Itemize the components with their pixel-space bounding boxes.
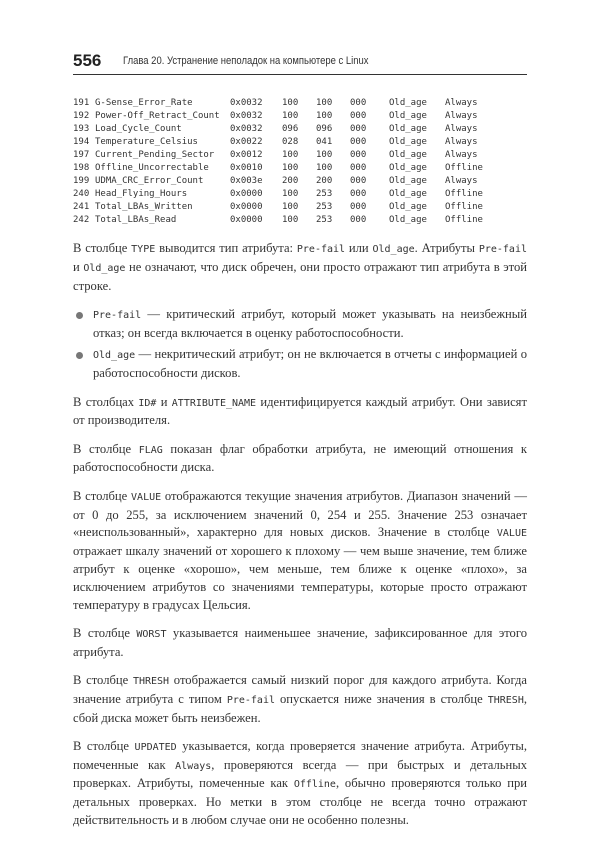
cell-value: 096 (282, 124, 299, 134)
cell-attr-name: Total_LBAs_Read (95, 215, 177, 225)
body-text (73, 240, 527, 840)
inline-code: Old_age (93, 350, 136, 362)
text-run: . Атрибуты (414, 241, 479, 255)
cell-worst: 200 (316, 176, 333, 186)
cell-attr-id: 199 (73, 176, 90, 186)
cell-attr-id: 191 (73, 98, 90, 108)
text-run: — некритический атрибут; он не включается в отчеты с информацией о работоспособности дисков. (93, 347, 527, 381)
text-run: В столбце (73, 625, 137, 640)
inline-code: Old_age (83, 262, 126, 274)
cell-attr-id: 242 (73, 215, 90, 225)
paragraph (73, 625, 527, 662)
cell-worst: 100 (316, 163, 333, 173)
cell-flag: 0x003e (230, 176, 263, 186)
inline-code: VALUE (131, 491, 162, 503)
text-run: указывается, когда проверяется значение атрибута. Атрибуты, помеченные как (73, 738, 527, 772)
cell-thresh: 000 (350, 150, 367, 160)
inline-code: THRESH (487, 694, 524, 706)
cell-type: Old_age (389, 124, 427, 134)
cell-thresh: 000 (350, 163, 367, 173)
cell-flag: 0x0032 (230, 124, 263, 134)
cell-attr-name: G-Sense_Error_Rate (95, 98, 193, 108)
cell-attr-id: 192 (73, 111, 90, 121)
cell-thresh: 000 (350, 98, 367, 108)
text-run: показан флаг обработки атрибута, не имеющий отношения к работоспособности диска. (73, 441, 528, 475)
inline-code: Always (175, 760, 212, 772)
cell-attr-id: 193 (73, 124, 90, 134)
text-run: не означают, что диск обречен, они просто отражают тип атрибута в этой строке. (73, 259, 527, 293)
cell-type: Old_age (389, 202, 427, 212)
cell-value: 100 (282, 150, 299, 160)
text-run: В столбце (73, 738, 135, 753)
cell-thresh: 000 (350, 202, 367, 212)
bullet-list (73, 306, 527, 383)
text-run: и (156, 394, 172, 409)
cell-value: 028 (282, 137, 299, 147)
cell-worst: 253 (316, 202, 333, 212)
cell-value: 100 (282, 189, 299, 199)
cell-type: Old_age (389, 176, 427, 186)
cell-flag: 0x0012 (230, 150, 263, 160)
cell-flag: 0x0010 (230, 163, 263, 173)
cell-type: Old_age (389, 111, 427, 121)
cell-worst: 100 (316, 98, 333, 108)
cell-worst: 100 (316, 150, 333, 160)
cell-attr-id: 240 (73, 189, 90, 199)
inline-code: ATTRIBUTE_NAME (171, 397, 257, 409)
paragraph (73, 240, 527, 295)
cell-type: Old_age (389, 215, 427, 225)
cell-thresh: 000 (350, 215, 367, 225)
paragraph (73, 738, 527, 830)
cell-thresh: 000 (350, 189, 367, 199)
cell-value: 100 (282, 215, 299, 225)
cell-value: 200 (282, 176, 299, 186)
running-header (73, 50, 527, 75)
text-run: указывается наименьшее значение, зафиксированное для этого атрибута. (73, 625, 528, 659)
cell-thresh: 000 (350, 111, 367, 121)
cell-attr-name: Total_LBAs_Written (95, 202, 193, 212)
cell-type: Old_age (389, 137, 427, 147)
text-run: отображается самый низкий порог для каждого атрибута. Когда значение атрибута с типом (73, 672, 527, 706)
cell-value: 100 (282, 98, 299, 108)
cell-attr-id: 241 (73, 202, 90, 212)
cell-type: Old_age (389, 98, 427, 108)
cell-attr-name: UDMA_CRC_Error_Count (95, 176, 204, 186)
text-run: опускается ниже значения в столбце (275, 691, 488, 706)
cell-updated: Offline (445, 202, 483, 212)
cell-updated: Offline (445, 163, 483, 173)
text-run: идентифицируется каждый атрибут. Они зависят от производителя. (73, 394, 527, 428)
page-number: 556 (73, 51, 102, 70)
list-item (73, 346, 527, 383)
inline-code: THRESH (132, 675, 170, 687)
text-run: отображаются текущие значения атрибутов. Диапазон значений — от 0 до 255, за исключением значений 0, 254 и 255. Значение 253 означает «неиспользованный», характерно для новых дисков. Значение в столбце (73, 488, 527, 540)
text-run: , обычно проверяются только при детальных проверках. Но метки в этом столбце не всегда точно отражают действительность и в любом случае они не особенно полезны. (73, 776, 527, 828)
paragraph (73, 488, 527, 615)
text-run: В столбцах (73, 394, 139, 409)
text-run: В столбце (73, 672, 133, 687)
cell-value: 100 (282, 163, 299, 173)
cell-worst: 253 (316, 215, 333, 225)
cell-attr-id: 198 (73, 163, 90, 173)
cell-updated: Always (445, 176, 478, 186)
paragraph (73, 394, 527, 431)
cell-value: 100 (282, 111, 299, 121)
text-run: и (73, 259, 84, 274)
cell-attr-id: 197 (73, 150, 90, 160)
cell-flag: 0x0022 (230, 137, 263, 147)
cell-worst: 096 (316, 124, 333, 134)
cell-attr-name: Power-Off_Retract_Count (95, 111, 220, 121)
inline-code: Pre-fail (296, 244, 346, 255)
text-run: , сбой диска может быть неизбежен. (73, 691, 527, 725)
cell-flag: 0x0032 (230, 111, 263, 121)
text-run: , проверяются всегда — при быстрых и детальных проверках. Атрибуты, помеченные как (73, 757, 527, 791)
cell-attr-id: 194 (73, 137, 90, 147)
text-run: В столбце (73, 488, 132, 503)
cell-worst: 100 (316, 111, 333, 121)
text-run: или (345, 241, 373, 255)
chapter-title: Глава 20. Устранение неполадок на компьютере с Linux (123, 55, 369, 67)
text-run: В столбце (73, 241, 132, 255)
cell-flag: 0x0000 (230, 189, 263, 199)
inline-code: Pre-fail (226, 694, 275, 706)
cell-value: 100 (282, 202, 299, 212)
text-run: отражает шкалу значений от хорошего к плохому — чем выше значение, тем ближе атрибут к оценке «хорошо», чем меньше, тем ближе к оценке «плохо», за исключением атрибутов со значениями температуры, которые просто отражают температуру в градусах Цельсия. (73, 544, 527, 612)
cell-updated: Always (445, 111, 478, 121)
paragraph (73, 441, 527, 478)
list-item (73, 306, 527, 343)
cell-updated: Always (445, 124, 478, 134)
text-run: выводится тип атрибута: (155, 241, 297, 255)
inline-code: Pre-fail (93, 309, 142, 321)
inline-code: WORST (136, 628, 167, 640)
cell-flag: 0x0032 (230, 98, 263, 108)
cell-updated: Always (445, 137, 478, 147)
inline-code: Pre-fail (478, 244, 527, 255)
cell-thresh: 000 (350, 176, 367, 186)
cell-attr-name: Head_Flying_Hours (95, 189, 188, 199)
cell-attr-name: Current_Pending_Sector (95, 150, 215, 160)
inline-code: TYPE (131, 244, 156, 255)
cell-flag: 0x0000 (230, 215, 263, 225)
inline-code: FLAG (138, 444, 163, 456)
inline-code: VALUE (496, 528, 527, 540)
inline-code: Old_age (372, 244, 415, 255)
text-run: — критический атрибут, который может указывать на неизбежный отказ; он всегда включается в оценку работоспособности. (93, 306, 527, 340)
cell-thresh: 000 (350, 137, 367, 147)
cell-attr-name: Load_Cycle_Count (95, 124, 182, 134)
cell-type: Old_age (389, 163, 427, 173)
cell-attr-name: Offline_Uncorrectable (95, 163, 209, 173)
text-run: В столбце (73, 441, 139, 456)
paragraph (73, 672, 527, 727)
cell-type: Old_age (389, 150, 427, 160)
cell-flag: 0x0000 (230, 202, 263, 212)
cell-updated: Always (445, 98, 478, 108)
inline-code: ID# (138, 397, 157, 409)
cell-thresh: 000 (350, 124, 367, 134)
inline-code: Offline (293, 779, 336, 791)
cell-updated: Always (445, 150, 478, 160)
cell-type: Old_age (389, 189, 427, 199)
cell-worst: 253 (316, 189, 333, 199)
cell-updated: Offline (445, 189, 483, 199)
inline-code: UPDATED (134, 741, 177, 753)
cell-attr-name: Temperature_Celsius (95, 137, 198, 147)
cell-worst: 041 (316, 137, 333, 147)
cell-updated: Offline (445, 215, 483, 225)
